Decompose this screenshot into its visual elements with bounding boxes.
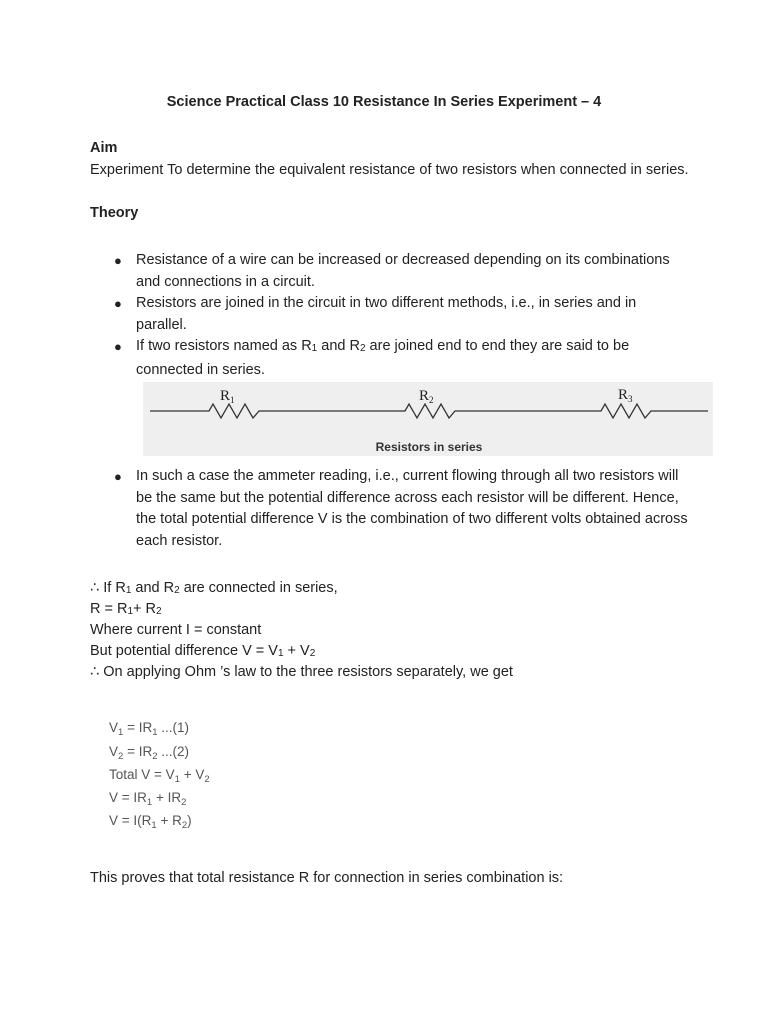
theory-bullet-list	[90, 250, 690, 381]
derivation-line: Where current I = constant	[90, 622, 262, 638]
resistors-in-series-figure	[143, 382, 713, 456]
theory-bullet-list-continued	[90, 466, 690, 552]
derivation-line: ∴ On applying Ohm ’s law to the three resistors separately, we get	[90, 664, 513, 680]
resistor-label-r2: $R_2$	[419, 388, 434, 405]
equation-line: Total $V = V_1 + V_2$	[109, 767, 210, 785]
equation-line: $V_2 = IR_2$ ...(2)	[109, 744, 190, 762]
bullet-marker: ●	[114, 253, 122, 268]
aim-text: Experiment To determine the equivalent resistance of two resistors when connected in series.	[90, 162, 689, 178]
equation-line: $V = I(R_1 + R_2)$	[109, 813, 192, 831]
bullet-text: If two resistors named as $R_1$ and $R_2$ are joined end to end they are said to be connected in series.	[136, 338, 630, 378]
bullet-marker: ●	[114, 469, 122, 484]
derivation-line: But potential difference $V = V_1 + V_2$	[90, 643, 316, 659]
conclusion-text: This proves that total resistance R for connection in series combination is:	[90, 870, 564, 886]
aim-heading: Aim	[90, 140, 118, 156]
page-title: Science Practical Class 10 Resistance In Series Experiment – 4	[166, 94, 602, 110]
bullet-text: Resistors are joined in the circuit in two different methods, i.e., in series and in parallel.	[136, 295, 637, 333]
derivation-line: $R = R_1+ R_2$	[90, 601, 162, 617]
bullet-text: In such a case the ammeter reading, i.e., current flowing through all two resistors will be the same but the potential difference across each resistor will be different. Hence, the total potential difference V is the combination of two different volts obtained across each resistor.	[136, 468, 688, 549]
theory-heading: Theory	[90, 205, 139, 221]
figure-caption: Resistors in series	[375, 440, 483, 454]
equation-line: $V = IR_1 + IR_2$	[109, 790, 187, 808]
circuit-wire	[150, 404, 708, 418]
resistor-label-r1: $R_1$	[220, 388, 235, 405]
derivation-line: ∴ If $R_1$ and $R_2$ are connected in series,	[90, 580, 338, 596]
list-item	[90, 466, 690, 552]
bullet-marker: ●	[114, 296, 122, 311]
bullet-text: Resistance of a wire can be increased or decreased depending on its combinations and connections in a circuit.	[136, 252, 670, 290]
equation-line: $V_1 = IR_1$ ...(1)	[109, 720, 190, 738]
bullet-marker: ●	[114, 339, 122, 354]
list-item	[90, 250, 690, 293]
list-item	[90, 293, 690, 336]
list-item	[90, 336, 690, 381]
resistor-label-r3: $R_3$	[618, 387, 633, 404]
series-circuit-diagram	[143, 382, 713, 456]
